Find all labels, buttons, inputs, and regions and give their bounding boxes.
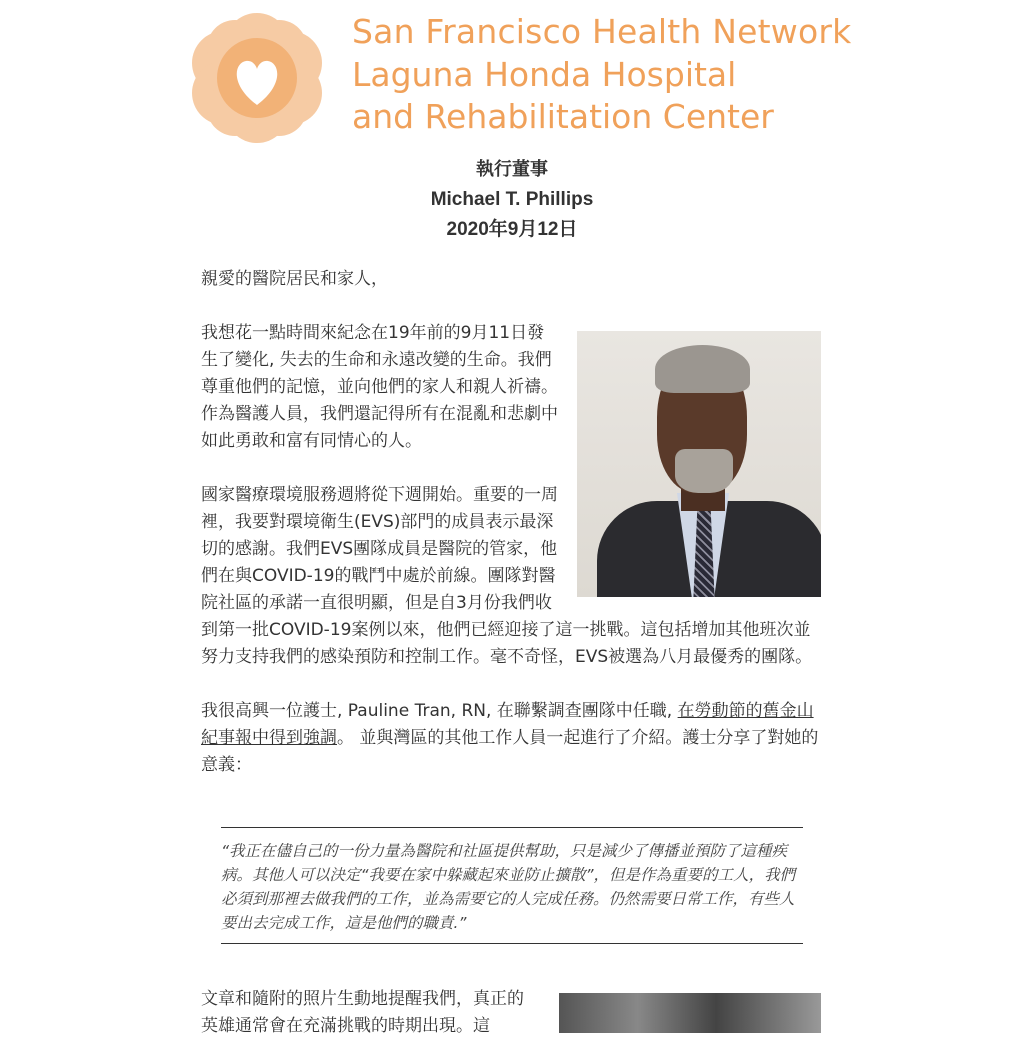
author-role: 執行董事 xyxy=(476,159,548,180)
paragraph-nurse xyxy=(201,698,821,779)
greeting: 親愛的醫院居民和家人， xyxy=(201,269,388,289)
paragraph-remembrance: 我想花一點時間來紀念在19年前的9月11日發生了變化, 失去的生命和永遠改變的生命。我們尊重他們的記憶，並向他們的家人和親人祈禱。作為醫護人員，我們還記得所有在混亂和悲劇中如此勇敢和富有同情心的人。 xyxy=(201,323,558,451)
paragraph-nurse-intro: 我很高興一位護士, Pauline Tran, RN, 在聯繫調查團隊中任職, xyxy=(201,701,678,721)
paragraph-nurse-outro: 。 並與灣區的其他工作人員一起進行了介紹。護士分享了對她的意義： xyxy=(201,728,819,775)
paragraph-article: 文章和隨附的照片生動地提醒我們，真正的英雄通常會在充滿挑戰的時期出現。這 xyxy=(201,989,524,1036)
paragraph-evs: 國家醫療環境服務週將從下週開始。重要的一周裡，我要對環境衛生(EVS)部門的成員表示最深切的感謝。我們EVS團隊成員是醫院的管家，他們在與COVID-19的戰鬥中處於前線。團隊對醫院社區的承諾一直很明顯，但是自3月份我們收到第一批COVID-19案例以來，他們已經迎接了這一挑戰。這包括增加其他班次並努力支持我們的感染預防和控制工作。毫不奇怪，EVS被選為八月最優秀的團隊。 xyxy=(201,485,813,667)
letter-meta xyxy=(0,155,1024,245)
author-name: Michael T. Phillips xyxy=(430,189,594,210)
network-name: San Francisco Health Network xyxy=(352,12,852,51)
chronicle-article-link[interactable]: 在勞動節的舊金山紀事報中得到強調 xyxy=(201,701,814,748)
author-portrait xyxy=(577,331,821,597)
brand-text xyxy=(352,10,851,138)
header xyxy=(190,10,852,145)
letter-date: 2020年9月12日 xyxy=(446,219,578,240)
article-photo xyxy=(559,993,821,1033)
nurse-quote: “我正在儘自己的一份力量為醫院和社區提供幫助，只是減少了傳播並預防了這種疾病。其他人可以決定“我要在家中躲藏起來並防止擴散”，但是作為重要的工人，我們必須到那裡去做我們的工作，並為需要它的人完成任務。仍然需要日常工作，有些人要出去完成工作，這是他們的職責.” xyxy=(221,827,803,944)
hospital-name-line2: and Rehabilitation Center xyxy=(352,97,774,136)
hospital-name-line1: Laguna Honda Hospital xyxy=(352,55,737,94)
heart-flower-logo-icon xyxy=(190,13,324,143)
letter-body xyxy=(201,266,821,806)
closing-section xyxy=(201,986,821,1040)
